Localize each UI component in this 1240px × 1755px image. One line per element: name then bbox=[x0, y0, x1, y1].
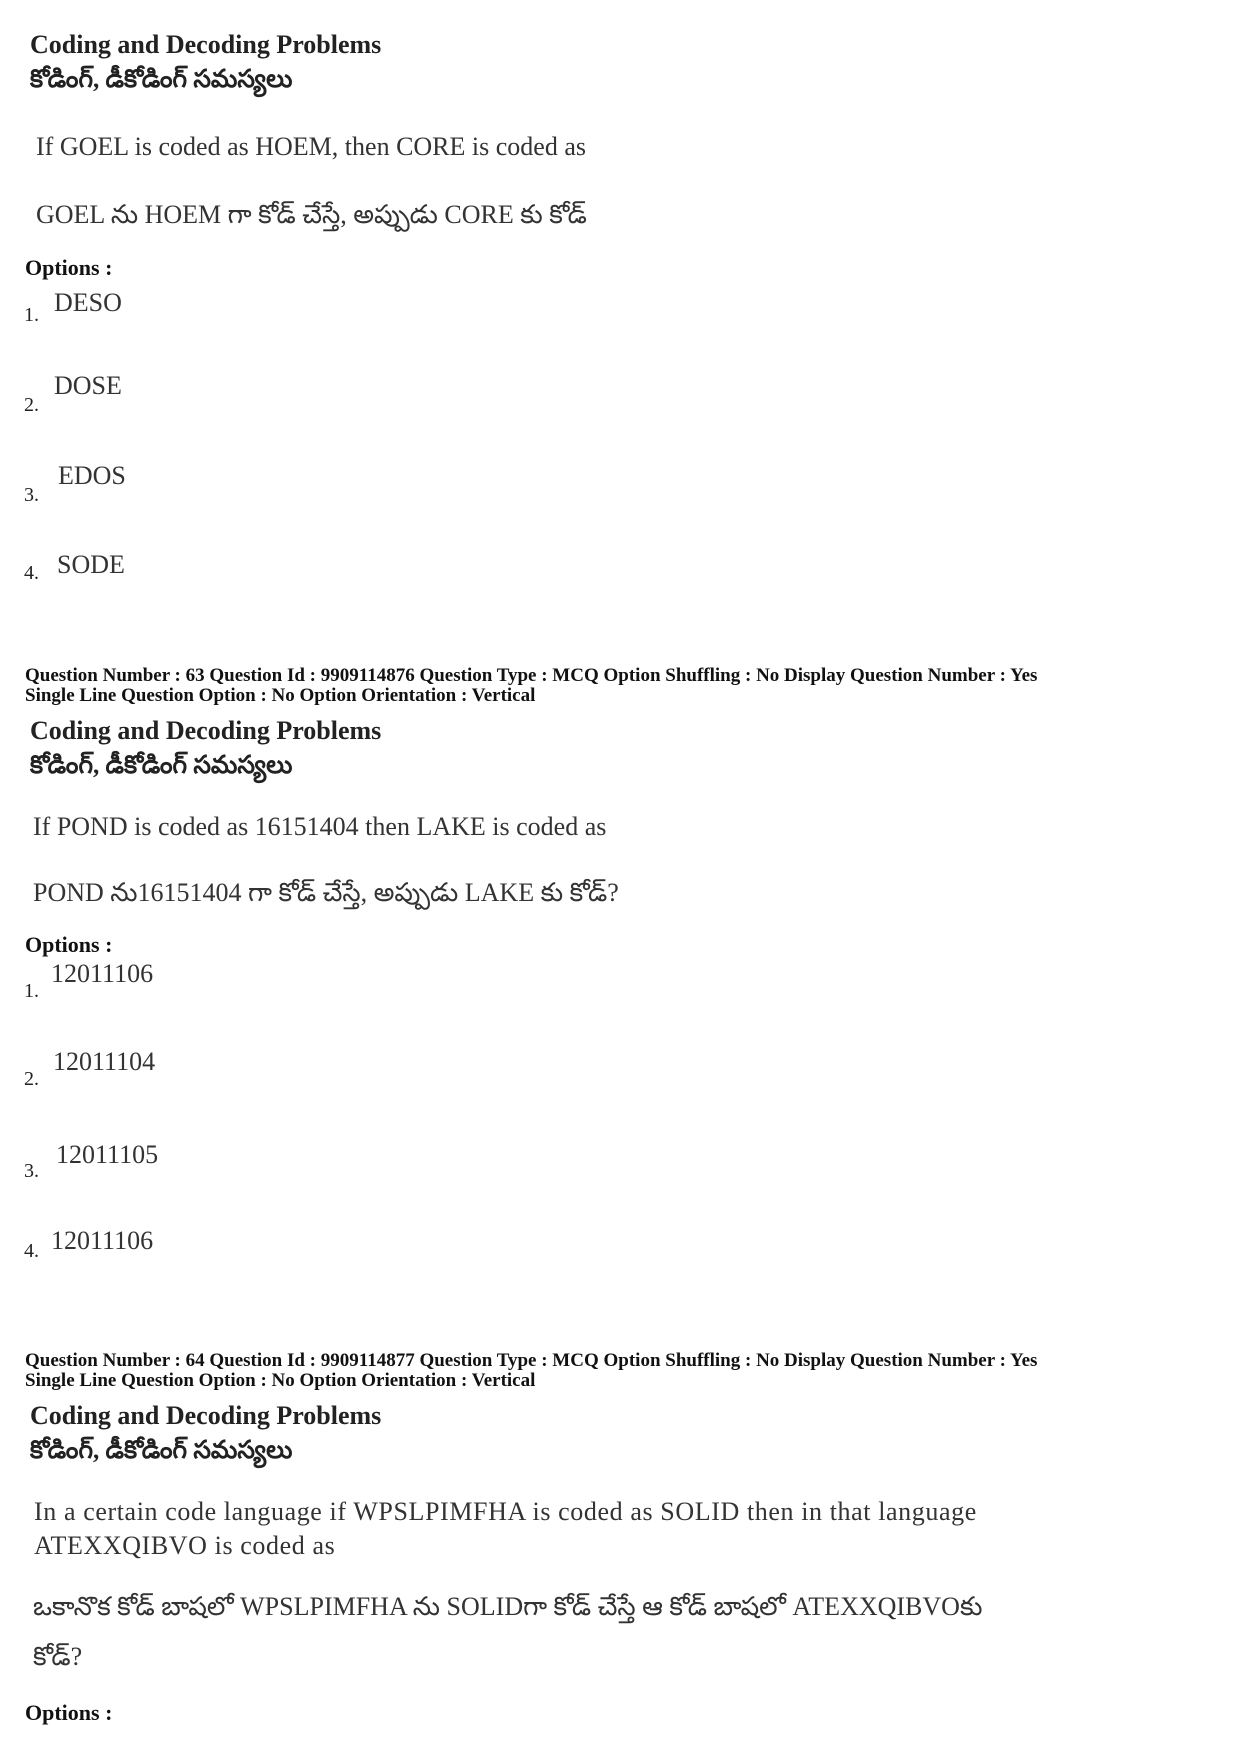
option-value[interactable]: 12011106 bbox=[51, 959, 154, 988]
option-value[interactable]: DOSE bbox=[54, 371, 122, 400]
section-title-en: Coding and Decoding Problems bbox=[30, 716, 382, 745]
section-title-en: Coding and Decoding Problems bbox=[30, 1401, 382, 1430]
section-title-te: కోడింగ్, డీకోడింగ్ సమస్యలు bbox=[30, 1437, 293, 1464]
option-value[interactable]: SODE bbox=[57, 550, 125, 579]
option-number: 4. bbox=[24, 1240, 39, 1262]
option-number: 4. bbox=[24, 562, 39, 584]
option-number: 2. bbox=[24, 394, 39, 416]
option-number: 1. bbox=[24, 304, 39, 326]
question-meta-line1: Question Number : 63 Question Id : 9909114876 Question Type : MCQ Option Shuffling : No Display Question Number : Yes bbox=[25, 665, 1038, 686]
option-number: 3. bbox=[24, 1160, 39, 1182]
question-text-te: POND ను16151404 గా కోడ్ చేస్తే, అప్పుడు LAKE కు కోడ్? bbox=[33, 878, 619, 907]
option-number: 3. bbox=[24, 484, 39, 506]
option-value[interactable]: EDOS bbox=[58, 461, 126, 490]
option-value[interactable]: 12011105 bbox=[56, 1140, 159, 1169]
option-number: 2. bbox=[24, 1068, 39, 1090]
options-label: Options : bbox=[25, 1700, 113, 1725]
question-text-en: If POND is coded as 16151404 then LAKE is coded as bbox=[33, 812, 607, 841]
options-label: Options : bbox=[25, 255, 113, 280]
option-value[interactable]: 12011104 bbox=[53, 1047, 156, 1076]
option-number: 1. bbox=[24, 980, 39, 1002]
question-text-te-line2: కోడ్? bbox=[33, 1642, 83, 1671]
question-text-en: In a certain code language if WPSLPIMFHA is coded as SOLID then in that language ATEXXQIBVO is coded as bbox=[34, 1497, 977, 1560]
question-text-te: GOEL ను HOEM గా కోడ్ చేస్తే, అప్పుడు CORE కు కోడ్ bbox=[36, 200, 587, 229]
section-title-te: కోడింగ్, డీకోడింగ్ సమస్యలు bbox=[30, 752, 293, 779]
question-text-en: If GOEL is coded as HOEM, then CORE is coded as bbox=[36, 132, 586, 161]
question-meta-line2: Single Line Question Option : No Option Orientation : Vertical bbox=[25, 1370, 536, 1391]
option-value[interactable]: DESO bbox=[54, 288, 122, 317]
section-title-en: Coding and Decoding Problems bbox=[30, 30, 382, 59]
question-meta-line1: Question Number : 64 Question Id : 9909114877 Question Type : MCQ Option Shuffling : No Display Question Number : Yes bbox=[25, 1350, 1038, 1371]
question-text-te-line1: ఒకానొక కోడ్ బాషలో WPSLPIMFHA ను SOLIDగా కోడ్ చేస్తే ఆ కోడ్ బాషలో ATEXXQIBVOకు bbox=[33, 1592, 983, 1621]
options-label: Options : bbox=[25, 932, 113, 957]
question-meta-line2: Single Line Question Option : No Option Orientation : Vertical bbox=[25, 685, 536, 706]
section-title-te: కోడింగ్, డీకోడింగ్ సమస్యలు bbox=[30, 66, 293, 93]
option-value[interactable]: 12011106 bbox=[51, 1226, 154, 1255]
